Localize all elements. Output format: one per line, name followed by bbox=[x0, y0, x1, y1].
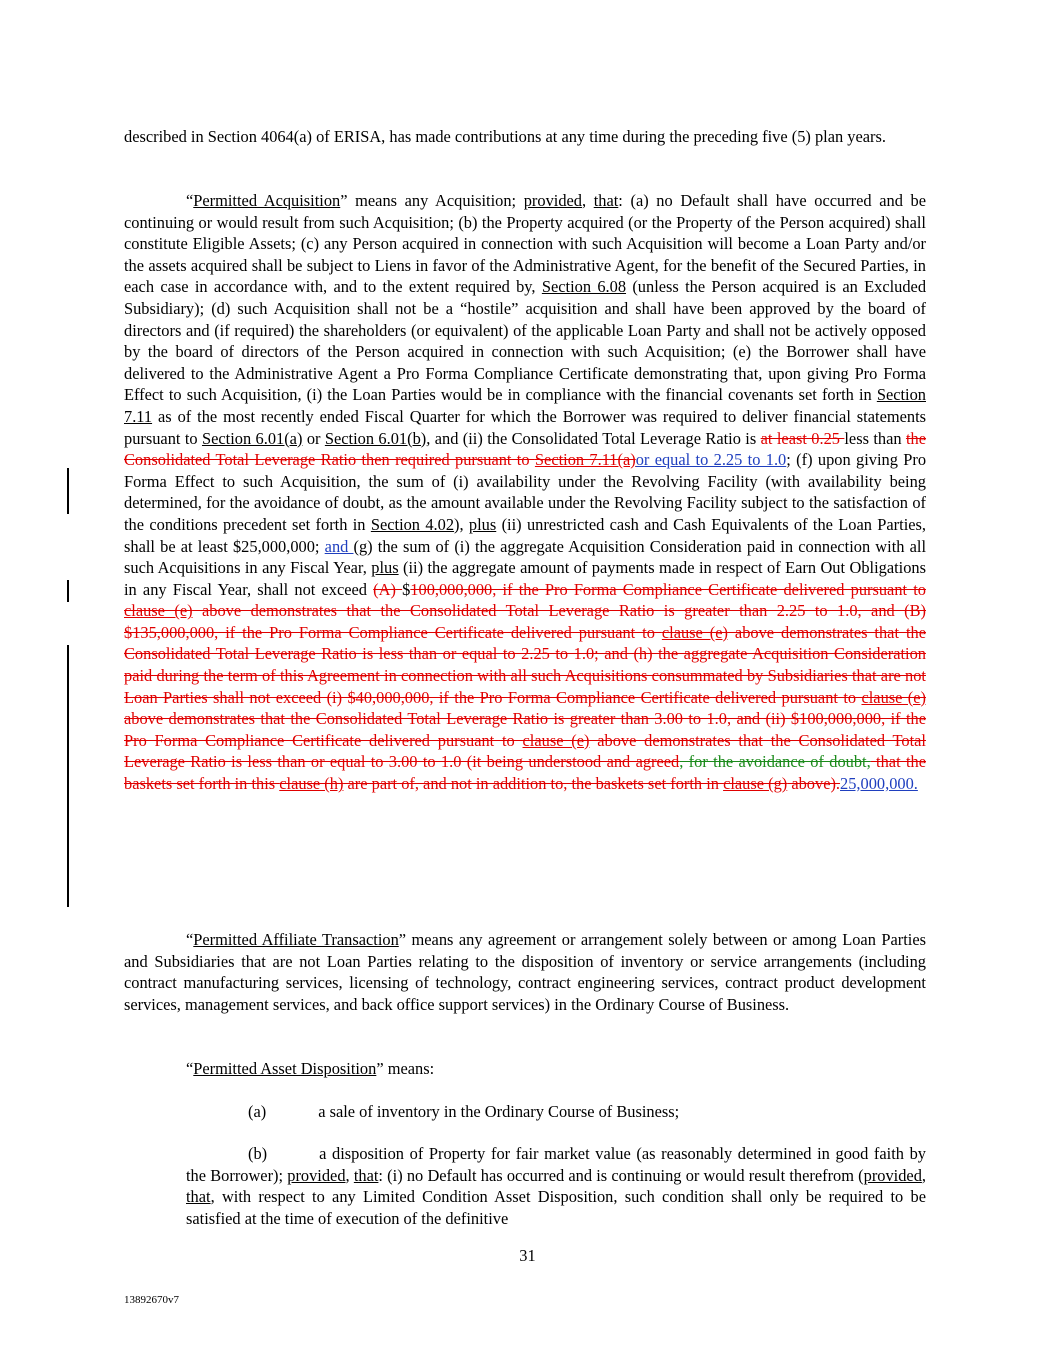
deletion: above demonstrates that the Consolidated Total Leverage Ratio is greater than 2.25 to 1.0, and (B) $135,000,000, if the Pro Forma Compliance Certificate delivered pursuant to bbox=[124, 601, 926, 642]
list-item-label: (b) bbox=[248, 1144, 268, 1163]
insertion: or equal to 2.25 to 1.0 bbox=[635, 450, 787, 470]
cross-reference: Section 6.01(b) bbox=[324, 428, 427, 448]
cross-reference: Section 4.02 bbox=[370, 514, 455, 534]
defined-term: Permitted Asset Disposition bbox=[193, 1059, 377, 1078]
page-number: 31 bbox=[519, 1246, 536, 1265]
deletion: clause (e) bbox=[124, 601, 193, 621]
deletion: above demonstrates that the Consolidated Total Leverage Ratio is greater than 3.00 to 1.0, and (ii) $100,000,000, if the Pro Forma Compliance Certificate delivered pursuant to bbox=[124, 709, 926, 750]
moved-text: , for the avoidance of doubt, bbox=[679, 752, 871, 772]
deletion: the Consolidated Total Leverage Ratio then required pursuant to bbox=[124, 428, 926, 470]
deletion: clause (e) bbox=[522, 730, 590, 750]
change-bar bbox=[67, 468, 69, 514]
document-id: 13892670v7 bbox=[124, 1294, 179, 1306]
deletion: Section 7.11(a) bbox=[534, 450, 636, 470]
definition-permitted-affiliate-transaction: “Permitted Affiliate Transaction” means any agreement or arrangement solely between or among Loan Parties and Subsidiaries that are not Loan Parties relating to the disposition of inventory or service arrangements (including contract manufacturing services, licensing of technology, contract engineering services, contract product development services, management services, and back office support services) in the Ordinary Course of Business. bbox=[124, 930, 926, 1014]
cross-reference: Section 6.08 bbox=[541, 277, 627, 297]
cross-reference: Section 7.11 bbox=[124, 385, 926, 426]
deletion: above demonstrates that the Consolidated Total Leverage Ratio is less than or equal to 2.25 to 1.0; and (h) the aggregate Acquisition Consideration paid during the term of this Agreement in connection with all such Acquisitions consummated by Subsidiaries that are not Loan Parties shall not exceed (i) $40,000,000, if the Pro Forma Compliance Certificate delivered pursuant to bbox=[124, 622, 926, 707]
definition-permitted-acquisition: “Permitted Acquisition” means any Acquisition; provided, that: (a) no Default shall have occurred and be continuing or would result from such Acquisition; (b) the Property acquired (or the Property of the Person acquired) shall constitute Eligible Assets; (c) any Person acquired in connection with such Acquisition will become a Loan Party and/or the assets acquired shall be subject to Liens in favor of the Administrative Agent, for the benefit of the Secured Parties, in each case in accordance with, and to the extent required by, Section 6.08 (unless the Person acquired is an Excluded Subsidiary); (d) such Acquisition shall not be a “hostile” acquisition and shall have been approved by the board of directors and (if required) the shareholders (or equivalent) of the applicable Loan Party and shall not be actively opposed by the board of directors of the Person acquired in connection with such Acquisition; (e) the Borrower shall have delivered to the Administrative Agent a Pro Forma Compliance Certificate demonstrating that, upon giving Pro Forma Effect to such Acquisition, (i) the Loan Parties would be in compliance with the financial covenants set forth in Section 7.11 as of the most recently ended Fiscal Quarter for which the Borrower was required to deliver financial statements pursuant to Section 6.01(a) or Section 6.01(b), and (ii) the Consolidated Total Leverage Ratio is at least 0.25 less than the Consolidated Total Leverage Ratio then required pursuant to Section 7.11(a)or equal to 2.25 to 1.0; (f) upon giving Pro Forma Effect to such Acquisition, the sum of (i) availability under the Revolving Facility (with availability being determined, for the avoidance of doubt, as the amount available under the Revolving Facility subject to the satisfaction of the conditions precedent set forth in Section 4.02), plus (ii) unrestricted cash and Cash Equivalents of the Loan Parties, shall be at least $25,000,000; and (g) the sum of (i) the aggregate Acquisition Consideration paid in connection with all such Acquisitions in any Fiscal Year, plus (ii) the aggregate amount of payments made in respect of Earn Out Obligations in any Fiscal Year, shall not exceed (A) $100,000,000, if the Pro Forma Compliance Certificate delivered pursuant to clause (e) above demonstrates that the Consolidated Total Leverage Ratio is greater than 2.25 to 1.0, and (B) $135,000,000, if the Pro Forma Compliance Certificate delivered pursuant to clause (e) above demonstrates that the Consolidated Total Leverage Ratio is less than or equal to 2.25 to 1.0; and (h) the aggregate Acquisition Consideration paid during the term of this Agreement in connection with all such Acquisitions consummated by Subsidiaries that are not Loan Parties shall not exceed (i) $40,000,000, if the Pro Forma Compliance Certificate delivered pursuant to clause (e) above demonstrates that the Consolidated Total Leverage Ratio is greater than 3.00 to 1.0, and (ii) $100,000,000, if the Pro Forma Compliance Certificate delivered pursuant to clause (e) above demonstrates that the Consolidated Total Leverage Ratio is less than or equal to 3.00 to 1.0 (it being understood and agreed, for the avoidance of doubt, that the baskets set forth in this clause (h) are part of, and not in addition to, the baskets set forth in clause (g) above).25,000,000. bbox=[124, 191, 927, 794]
deletion: above). bbox=[787, 774, 841, 794]
defined-term: Permitted Affiliate Transaction bbox=[193, 930, 399, 949]
list-item-a: (a) a sale of inventory in the Ordinary Course of Business; bbox=[248, 1102, 680, 1121]
list-item-b: (b) a disposition of Property for fair market value (as reasonably determined in good faith by the Borrower); provided, that: (i) no Default has occurred and is continuing or would result therefrom (provided, that, with respect to any Limited Condition Asset Disposition, such condition shall only be required to be satisfied at the time of execution of the definitive bbox=[186, 1144, 927, 1228]
definition-permitted-asset-disposition: “Permitted Asset Disposition” means: bbox=[186, 1059, 435, 1078]
change-bar bbox=[67, 645, 69, 907]
deletion: clause (e) bbox=[861, 687, 926, 707]
deletion: clause (g) bbox=[723, 774, 788, 794]
insertion: and bbox=[324, 536, 354, 556]
list-item-label: (a) bbox=[248, 1102, 267, 1121]
deletion: at least 0.25 bbox=[760, 428, 845, 448]
deletion: clause (h) bbox=[279, 774, 344, 794]
change-bar bbox=[67, 580, 69, 602]
insertion: 25,000,000. bbox=[840, 774, 918, 794]
deletion: are part of, and not in addition to, the baskets set forth in bbox=[343, 774, 724, 794]
deletion: (A) bbox=[373, 579, 403, 599]
defined-term: Permitted Acquisition bbox=[193, 191, 341, 210]
deletion: clause (e) bbox=[661, 622, 728, 642]
deletion: that the baskets set forth in this bbox=[124, 752, 926, 794]
cross-reference: Section 6.01(a) bbox=[201, 428, 303, 448]
paragraph-continuation: described in Section 4064(a) of ERISA, has made contributions at any time during the preceding five (5) plan years. bbox=[124, 127, 886, 146]
deletion: 100,000,000, if the Pro Forma Compliance Certificate delivered pursuant to bbox=[410, 579, 926, 599]
deletion: above demonstrates that the Consolidated Total Leverage Ratio is less than or equal to 3.00 to 1.0 (it being understood and agreed bbox=[124, 730, 926, 772]
